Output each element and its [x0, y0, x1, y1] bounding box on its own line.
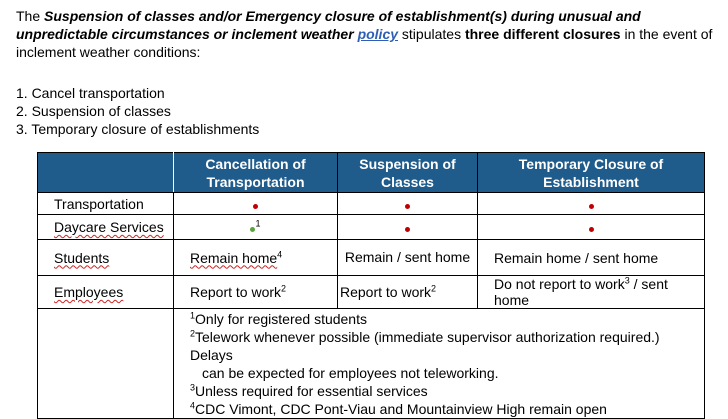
- footnote-1: [190, 310, 698, 328]
- daycare-label: Daycare Services: [54, 219, 164, 235]
- red-dot-icon: [405, 227, 410, 232]
- table-row: [38, 193, 705, 215]
- footnote-text: Telework whenever possible (immediate supervisor authorization required.) Delays: [190, 329, 660, 363]
- header-temporary: [478, 153, 705, 193]
- footnote-text: Unless required for essential services: [195, 383, 428, 399]
- footnote-number: 3: [190, 382, 196, 393]
- red-dot-icon: [253, 204, 258, 209]
- intro-paragraph: [16, 7, 716, 61]
- row-label-daycare: [38, 215, 174, 240]
- red-dot-icon: [405, 204, 410, 209]
- notes-row: [38, 309, 705, 419]
- footnote-ref: 4: [277, 248, 283, 259]
- policy-link[interactable]: policy: [357, 26, 399, 42]
- cell-employees-temporary: [478, 276, 705, 309]
- students-cancellation-text: Remain home: [190, 249, 278, 266]
- footnote-text: Only for registered students: [195, 311, 367, 327]
- closures-table: [37, 152, 705, 419]
- list-item: 2. Suspension of classes: [16, 103, 171, 119]
- employees-cancellation-text: Report to work: [190, 284, 282, 300]
- footnote-text: CDC Vimont, CDC Pont-Viau and Mountainview High remain open: [195, 401, 607, 417]
- cell-students-cancellation: [174, 240, 338, 276]
- header-temporary-label: Temporary Closure of Establishment: [518, 155, 664, 190]
- cell-daycare-cancellation: [174, 215, 338, 240]
- three-closures-bold: three different closures: [464, 26, 621, 42]
- list-item: 3. Temporary closure of establishments: [16, 121, 260, 137]
- footnote-ref: 1: [255, 218, 261, 229]
- employees-temporary-text: Do not report to work: [494, 276, 625, 292]
- students-suspension-text: Remain / sent home: [344, 249, 471, 265]
- employees-label: Employees: [54, 284, 124, 300]
- table-row: [38, 240, 705, 276]
- closure-list: [16, 84, 259, 138]
- cell-transportation-suspension: [338, 193, 478, 215]
- intro-text-start: The: [16, 8, 45, 24]
- notes-blank-cell: [38, 309, 174, 419]
- intro-text-mid: stipulates: [398, 26, 465, 42]
- red-dot-icon: [589, 204, 594, 209]
- cell-daycare-suspension: [338, 215, 478, 240]
- students-label: Students: [54, 249, 110, 266]
- footnote-ref: 3: [624, 275, 630, 286]
- footnote-number: 2: [190, 328, 196, 339]
- employees-temporary-text-end: / sent home: [494, 276, 668, 308]
- footnote-2: [190, 328, 698, 364]
- header-cancellation-label: Cancellation of Transportation: [205, 155, 306, 190]
- cell-students-temporary: [478, 240, 705, 276]
- footnote-2-continued: can be expected for employees not teleworking.: [202, 365, 499, 381]
- cell-students-suspension: [338, 240, 478, 276]
- list-item: 1. Cancel transportation: [16, 85, 165, 101]
- footnote-number: 1: [190, 310, 196, 321]
- header-blank: [38, 153, 174, 193]
- students-temporary-text: Remain home / sent home: [494, 249, 659, 266]
- employees-suspension-text: Report to work: [340, 284, 432, 300]
- policy-title: Suspension of classes and/or Emergency closure of establishment(s) during unusual and unpredictable circumstances or inclement weather: [16, 8, 641, 42]
- footnote-ref: 2: [281, 283, 287, 294]
- table-header-row: [38, 153, 705, 193]
- header-cancellation: [174, 153, 338, 193]
- row-label-students: [38, 240, 174, 276]
- footnote-4: [190, 400, 698, 418]
- footnote-number: 4: [190, 400, 196, 411]
- footnote-3: [190, 382, 698, 400]
- cell-employees-cancellation: [174, 276, 338, 309]
- cell-transportation-cancellation: [174, 193, 338, 215]
- header-suspension-label: Suspension of Classes: [359, 155, 456, 190]
- row-label-transportation: Transportation: [38, 193, 174, 215]
- cell-employees-suspension: [338, 276, 478, 309]
- cell-daycare-temporary: [478, 215, 705, 240]
- cell-transportation-temporary: [478, 193, 705, 215]
- intro-text-end: in the event of inclement weather conditions:: [16, 26, 713, 60]
- red-dot-icon: [589, 227, 594, 232]
- table-row: [38, 215, 705, 240]
- header-suspension: [338, 153, 478, 193]
- table-row: [38, 276, 705, 309]
- footnote-ref: 2: [431, 283, 437, 294]
- row-label-employees: [38, 276, 174, 309]
- footnotes-cell: [174, 309, 705, 419]
